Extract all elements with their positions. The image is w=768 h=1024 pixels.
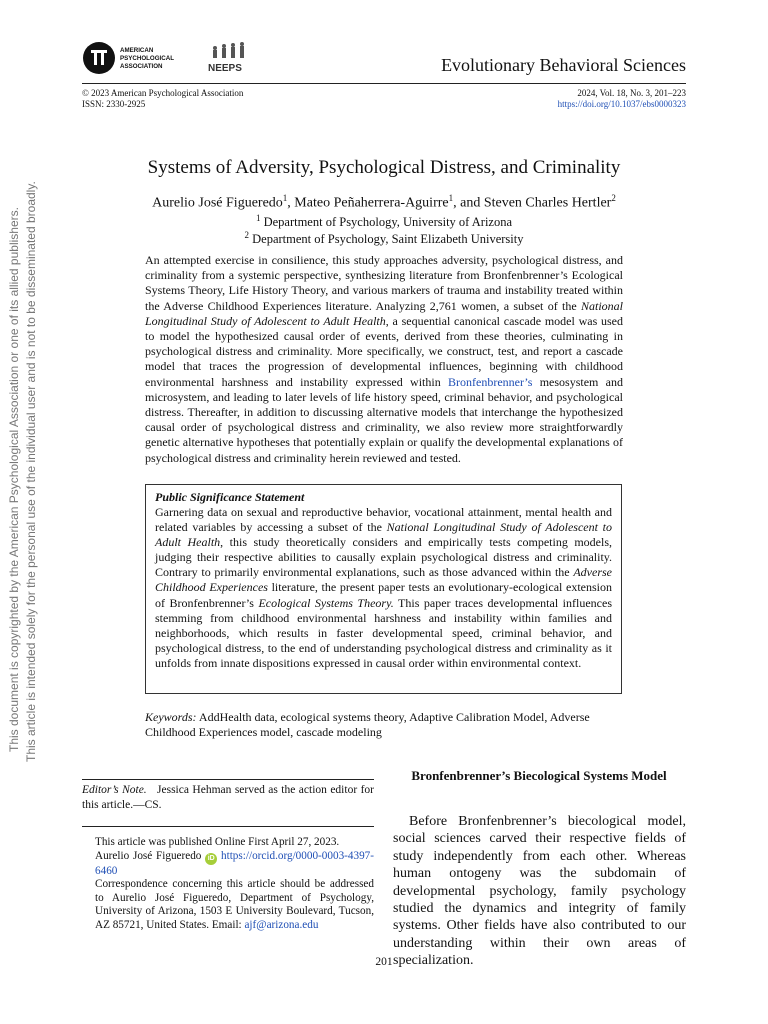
article-footnotes bbox=[95, 836, 374, 933]
apa-logo-line3: ASSOCIATION bbox=[120, 63, 163, 70]
author-name: Aurelio José Figueredo bbox=[152, 195, 283, 211]
neeps-logo-text: NEEPS bbox=[208, 63, 242, 74]
editor-note-text: Jessica Hehman served as the action editor for this article.—CS. bbox=[82, 784, 375, 811]
section-heading: Bronfenbrenner’s Biecological Systems Model bbox=[411, 768, 667, 783]
affiliation-mark: 1 bbox=[255, 213, 261, 223]
orcid-icon: iD bbox=[205, 853, 217, 865]
correspondence-note bbox=[95, 878, 374, 932]
editor-note bbox=[82, 783, 374, 812]
body-paragraph: Before Bronfenbrenner’s biecological model, social sciences carved their respective fields of study independently from each other. Whereas human ontogeny was the subdomain of developmental psychology, family psychology studied the dynamics and integrity of family systems. Other fields have also contributed to our understanding within their own areas of specialization. bbox=[393, 814, 686, 969]
affiliation-2 bbox=[0, 230, 768, 247]
side-copyright-notice: This document is copyrighted by the American Psychological Association or one of its allied publishers. bbox=[7, 207, 21, 752]
apa-logo-icon bbox=[82, 40, 202, 76]
author-list: Aurelio José Figueredo$^1$, Mateo Peñaherrera-Aguirre$^1$, and Steven Charles Hertler$^2$ bbox=[152, 193, 616, 211]
author-name: Mateo Peñaherrera-Aguirre bbox=[294, 195, 449, 211]
editor-note-label: Editor’s Note. bbox=[82, 784, 147, 796]
author-name: Steven Charles Hertler bbox=[483, 195, 612, 211]
author-affiliation-mark: 1 bbox=[448, 193, 454, 203]
abstract-text: An attempted exercise in consilience, this study approaches adversity, psychological distress, and criminality from a systemic perspective, synthesizing literature from Bronfenbrenner’s Ecological Systems Theory, Life History Theory, and various markers of trauma and instability treated within the Adverse Childhood Experiences literature. Analyzing 2,761 women, a subset of the bbox=[145, 253, 623, 313]
keywords-label: Keywords: bbox=[145, 710, 197, 724]
footnote-divider bbox=[82, 826, 374, 827]
ps-text: , this study theoretically considers and empirically tests competing models, judging their respective abilities to causally explain psychological distress and criminality. Contrary to primarily environmental explanations, such as those advanced within the bbox=[155, 535, 612, 580]
apa-logo bbox=[82, 40, 202, 76]
orcid-author: Aurelio José Figueredo bbox=[95, 849, 202, 862]
copyright-notice: © 2023 American Psychological Association bbox=[82, 88, 244, 98]
apa-logo-line2: PSYCHOLOGICAL bbox=[120, 55, 174, 62]
ps-italic: Adverse Childhood Experiences bbox=[155, 565, 612, 595]
author-affiliation-mark: 2 bbox=[611, 193, 616, 203]
doi-link[interactable]: https://doi.org/10.1037/ebs0000323 bbox=[557, 99, 686, 109]
author-affiliation-mark: 1 bbox=[282, 193, 288, 203]
article-title: Systems of Adversity, Psychological Distress, and Criminality bbox=[147, 157, 621, 178]
abstract-italic: National Longitudinal Study of Adolescent to Adult Health bbox=[145, 298, 623, 328]
reference-link[interactable]: Bronfenbrenner’s bbox=[448, 374, 533, 389]
affiliation-text: Department of Psychology, Saint Elizabeth University bbox=[252, 232, 524, 247]
abstract-text: mesosystem and microsystem, and leading to later levels of life history speed, criminal behavior, and psychological distress. Thereafter, in addition to discussing alternative models that interchange the hypothesized causal order of psychological distress and criminality, we also review more straightforwardly genetic alternative hypotheses that potentially explain or qualify the developmental explanations of psychological distress and criminality herein reviewed and tested. bbox=[145, 374, 623, 465]
ps-text: literature, the present paper tests an evolutionary-ecological extension of Bronfenbrenner’s bbox=[155, 580, 612, 610]
header-divider bbox=[82, 83, 686, 84]
issn: ISSN: 2330-2925 bbox=[82, 99, 146, 109]
side-usage-notice: This article is intended solely for the personal use of the individual user and is not to be disseminated broadly. bbox=[24, 181, 38, 762]
journal-name: Evolutionary Behavioral Sciences bbox=[441, 55, 686, 75]
neeps-logo bbox=[205, 40, 257, 76]
page-number: 201 bbox=[375, 956, 393, 968]
neeps-evolution-icon bbox=[205, 40, 257, 76]
email-link[interactable]: ajf@arizona.edu bbox=[244, 918, 319, 931]
affiliation-1 bbox=[0, 213, 768, 230]
ps-text: Garnering data on sexual and reproductive behavior, vocational attainment, mental health and related variables by accessing a subset of the bbox=[155, 505, 612, 535]
keywords bbox=[145, 710, 623, 740]
affiliation-mark: 2 bbox=[244, 230, 249, 240]
abstract bbox=[145, 253, 623, 466]
publication-date-note: This article was published Online First April 27, 2023. bbox=[95, 836, 340, 848]
public-significance-text bbox=[155, 505, 612, 671]
public-significance-box bbox=[145, 484, 622, 694]
ps-italic: National Longitudinal Study of Adolescent to Adult Health bbox=[155, 520, 612, 550]
abstract-text: , a sequential canonical cascade model was used to model the hypothesized causal order of events, derived from these theories, culminating in psychological distress and criminality. More specifically, we construct, test, and report a cascade model that traces the progression of developmental influences, beginning with childhood environmental harshness and instability expressed within bbox=[145, 313, 624, 389]
footnote-divider bbox=[82, 779, 374, 780]
public-significance-title: Public Significance Statement bbox=[155, 490, 305, 504]
orcid-link[interactable]: https://orcid.org/0000-0003-4397-6460 bbox=[95, 849, 374, 877]
ps-italic: Ecological Systems Theory. bbox=[258, 595, 394, 610]
ps-text: This paper traces developmental influences stemming from childhood environmental harshness and instability within families and neighborhoods, which results in faster developmental speed, criminal behavior, and psychological distress, to the end of understanding psychological distress and criminality as it unfolds from innate dispositions expressed in causal order within environmental context. bbox=[155, 595, 612, 670]
keywords-text: AddHealth data, ecological systems theory, Adaptive Calibration Model, Adverse Childhood Experiences model, cascade modeling bbox=[145, 710, 590, 740]
apa-logo-line1: AMERICAN bbox=[120, 47, 154, 54]
orcid-note bbox=[95, 850, 374, 879]
correspondence-text: Correspondence concerning this article should be addressed to Aurelio José Figueredo, Department of Psychology, University of Arizona, 1503 E University Boulevard, Tucson, AZ 85721, United States. Email: bbox=[95, 878, 374, 931]
affiliation-text: Department of Psychology, University of Arizona bbox=[263, 215, 513, 230]
volume-info: 2024, Vol. 18, No. 3, 201–223 bbox=[577, 88, 686, 98]
